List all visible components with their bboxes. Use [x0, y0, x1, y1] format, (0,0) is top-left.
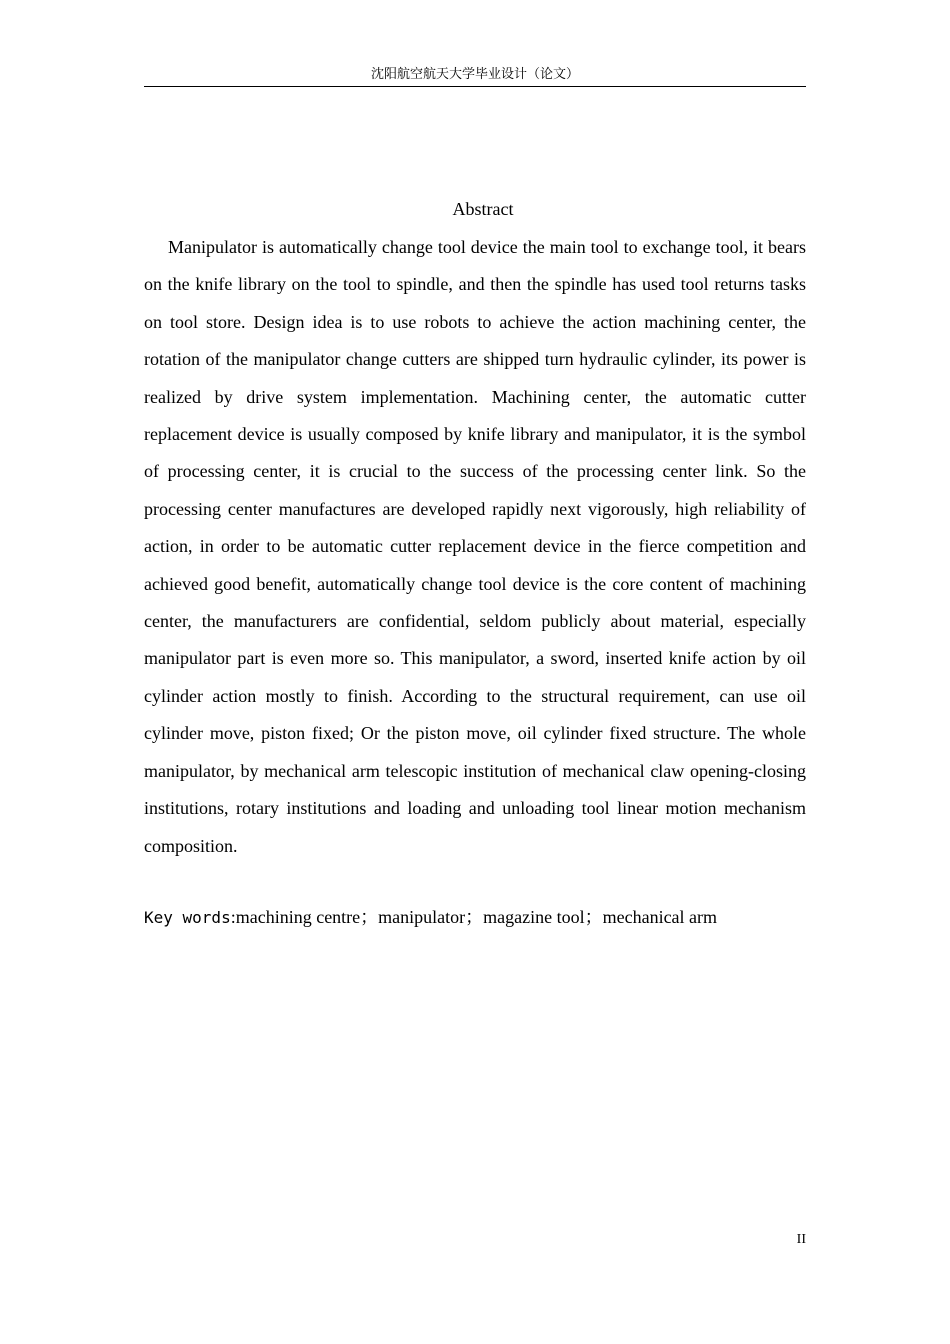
- keywords-terms: machining centre；manipulator；magazine tool；mechanical arm: [235, 907, 718, 927]
- keywords-label: Key words: [144, 908, 231, 927]
- abstract-title: Abstract: [452, 199, 514, 219]
- keywords-separator: :: [230, 907, 236, 927]
- keywords-line: [144, 903, 806, 932]
- page-header: [144, 64, 806, 87]
- header-title: 沈阳航空航天大学毕业设计（论文）: [370, 67, 579, 82]
- page-number: II: [796, 1232, 806, 1247]
- abstract-body: Manipulator is automatically change tool device the main tool to exchange tool, it bears on the knife library on the tool to spindle, and then the spindle has used tool returns tasks on tool store. Design idea is to use robots to achieve the action machining center, the rotation of the manipulator change cutters are shipped turn hydraulic cylinder, its power is realized by drive system implementation. Machining center, the automatic cutter replacement device is usually composed by knife library and manipulator, it is the symbol of processing center, it is crucial to the success of the processing center link. So the processing center manufactures are developed rapidly next vigorously, high reliability of action, in order to be automatic cutter replacement device in the fierce competition and achieved good benefit, automatically change tool device is the core content of machining center, the manufacturers are confidential, seldom publicly about material, especially manipulator part is even more so. This manipulator, a sword, inserted knife action by oil cylinder action mostly to finish. According to the structural requirement, can use oil cylinder move, piston fixed; Or the piston move, oil cylinder fixed structure. The whole manipulator, by mechanical arm telescopic institution of mechanical claw opening-closing institutions, rotary institutions and loading and unloading tool linear motion mechanism composition.: [144, 237, 806, 856]
